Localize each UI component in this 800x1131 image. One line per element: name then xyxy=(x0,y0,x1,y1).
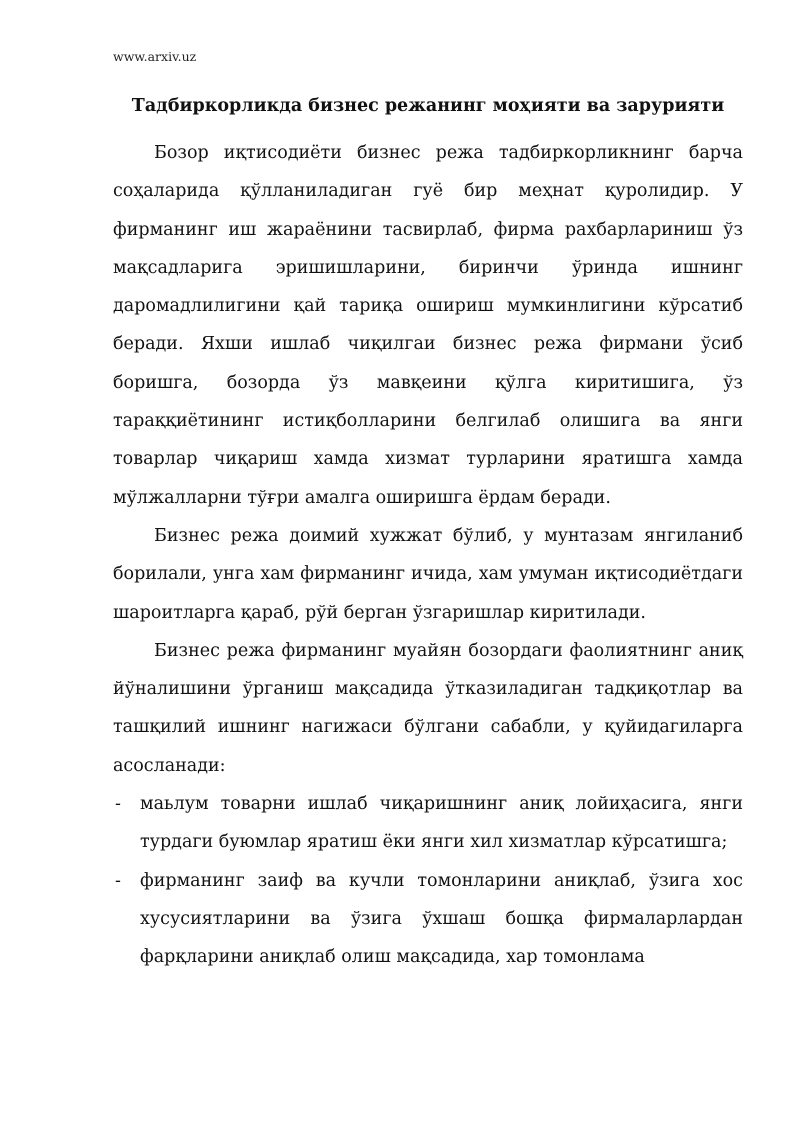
list-item-text: маьлум товарни ишлаб чиқаришнинг аниқ лойиҳасига, янги турдаги буюмлар яратиш ёки янги хил хизматлар кўрсатишга; xyxy=(140,794,743,853)
list-item-text: фирманинг заиф ва кучли томонларини аниқлаб, ўзига хос хусусиятларини ва ўзига ўхшаш бошқа фирмаларлардан фарқларини аниқлаб олиш мақсадида, хар томонлама xyxy=(140,870,743,968)
list-item xyxy=(113,785,743,862)
list-dash-marker: - xyxy=(115,870,121,891)
list-dash-marker: - xyxy=(115,794,121,815)
list-item xyxy=(113,862,743,977)
document-body xyxy=(113,134,743,977)
document-title: Тадбиркорликда бизнес режанинг моҳияти ва зарурияти xyxy=(131,96,725,116)
paragraph-3: Бизнес режа фирманинг муайян бозордаги фаолиятнинг аниқ йўналишини ўрганиш мақсадида ўтказиладиган тадқиқотлар ва ташқилий ишнинг нагижаси бўлгани сабабли, у қуйидагиларга асосланади: xyxy=(113,640,743,776)
requirements-list xyxy=(113,785,743,976)
paragraph-2: Бизнес режа доимий хужжат бўлиб, у мунтазам янгиланиб борилали, унга хам фирманинг ичида, хам умуман иқтисодиётдаги шароитларга қараб, рўй берган ўзгаришлар киритилади. xyxy=(113,525,743,623)
source-url: www.arxiv.uz xyxy=(113,49,197,64)
paragraph-1: Бозор иқтисодиёти бизнес режа тадбиркорликнинг барча соҳаларида қўлланиладиган гуё бир меҳнат қуролидир. У фирманинг иш жараёнини тасвирлаб, фирма рахбарлариниш ўз мақсадларига эришишларини, биринчи ўринда ишнинг даромадлилигини қай тариқа ошириш мумкинлигини кўрсатиб беради. Яхши ишлаб чиқилгаи бизнес режа фирмани ўсиб боришга, бозорда ўз мавқеини қўлга киритишига, ўз тараққиётининг истиқболларини белгилаб олишига ва янги товарлар чиқариш хамда хизмат турларини яратишга хамда мўлжалларни тўғри амалга оширишга ёрдам беради. xyxy=(113,143,743,508)
